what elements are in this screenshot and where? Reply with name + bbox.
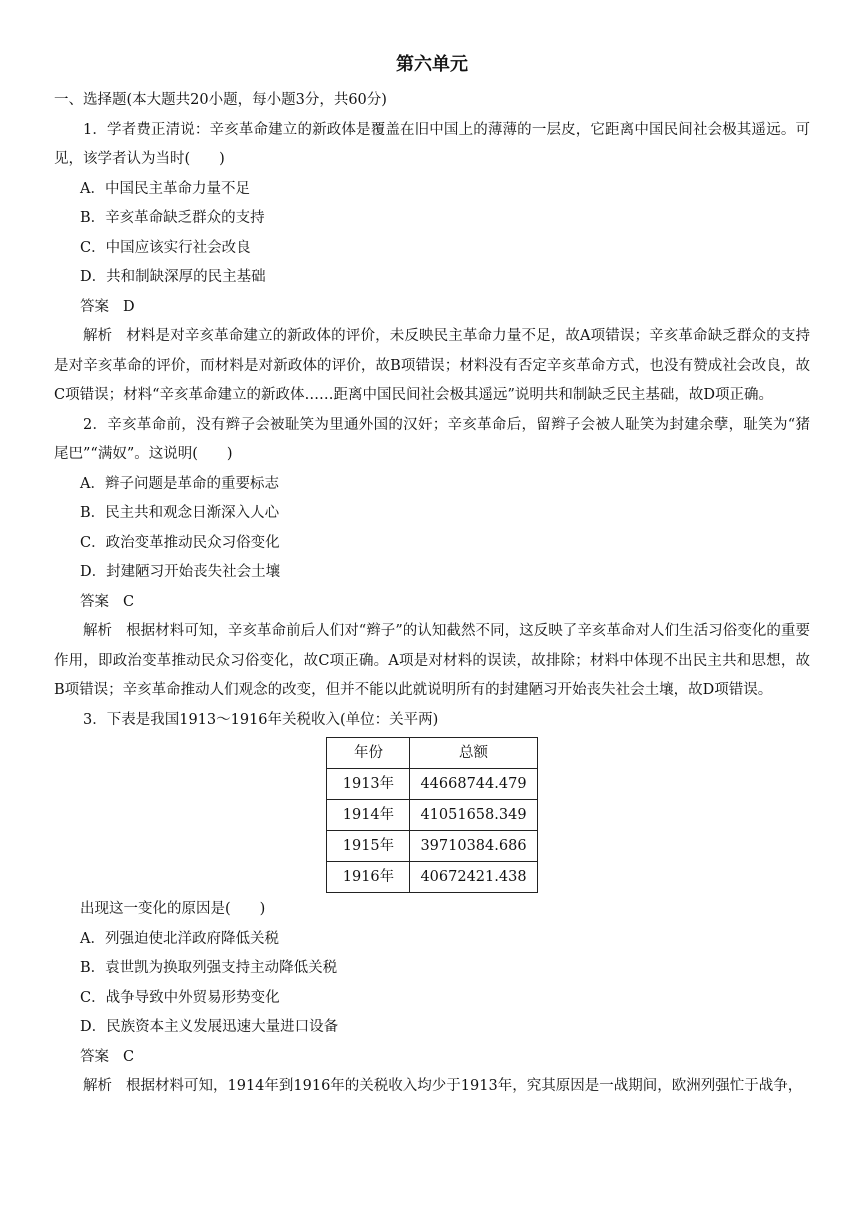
option-b: B．袁世凯为换取列强支持主动降低关税 bbox=[80, 960, 338, 976]
explanation-label: 解析 bbox=[83, 328, 113, 344]
option-c: C．中国应该实行社会改良 bbox=[80, 239, 251, 256]
table-header-row bbox=[327, 738, 537, 769]
option-b: B．辛亥革命缺乏群众的支持 bbox=[80, 210, 265, 226]
option-a: A．辫子问题是革命的重要标志 bbox=[80, 475, 279, 492]
page-title: 第六单元 bbox=[396, 54, 468, 75]
option-d: D．共和制缺深厚的民主基础 bbox=[80, 269, 266, 285]
explanation bbox=[54, 617, 810, 706]
section-heading: 一、选择题(本大题共20小题，每小题3分，共60分) bbox=[54, 92, 387, 108]
answer-line bbox=[54, 293, 810, 323]
table-cell-total: 44668744.479 bbox=[410, 769, 537, 800]
table-row bbox=[327, 800, 537, 831]
option-c: C．战争导致中外贸易形势变化 bbox=[80, 989, 280, 1006]
tariff-table bbox=[326, 737, 537, 893]
answer-line bbox=[54, 1043, 810, 1073]
explanation bbox=[54, 1072, 810, 1102]
answer-label: 答案 bbox=[80, 298, 109, 315]
table-cell-year: 1913年 bbox=[327, 769, 410, 800]
option-a: A．中国民主革命力量不足 bbox=[80, 180, 250, 197]
table-cell-total: 40672421.438 bbox=[410, 862, 537, 893]
explanation-text: 根据材料可知，1914年到1916年的关税收入均少于1913年，究其原因是一战期间，欧洲列强忙于战争， bbox=[126, 1078, 803, 1094]
table-cell-total: 39710384.686 bbox=[410, 831, 537, 862]
document-page bbox=[54, 50, 810, 1102]
table-cell-total: 41051658.349 bbox=[410, 800, 537, 831]
table-row bbox=[327, 862, 537, 893]
table-row bbox=[327, 831, 537, 862]
explanation-label: 解析 bbox=[83, 623, 113, 639]
explanation-label: 解析 bbox=[83, 1078, 112, 1094]
answer-label: 答案 bbox=[80, 1048, 109, 1065]
explanation-text: 材料是对辛亥革命建立的新政体的评价，未反映民主革命力量不足，故A项错误；辛亥革命缺乏群众的支持是对辛亥革命的评价，而材料是对新政体的评价，故B项错误；材料没有否定辛亥革命方式，也没有赞成社会改良，故C项错误；材料“辛亥革命建立的新政体……距离中国民间社会极其遥远”说明共和制缺乏民主基础，故D项正确。 bbox=[54, 328, 811, 403]
table-row bbox=[327, 769, 537, 800]
answer-value: C bbox=[123, 593, 135, 610]
option-d: D．民族资本主义发展迅速大量进口设备 bbox=[80, 1019, 339, 1035]
option-b: B．民主共和观念日渐深入人心 bbox=[80, 505, 280, 521]
option-a: A．列强迫使北洋政府降低关税 bbox=[80, 930, 279, 947]
explanation-text: 根据材料可知，辛亥革命前后人们对“辫子”的认知截然不同，这反映了辛亥革命对人们生活习俗变化的重要作用，即政治变革推动民众习俗变化，故C项正确。A项是对材料的误读，故排除；材料中体现不出民主共和思想，故B项错误；辛亥革命推动人们观念的改变，但并不能以此就说明所有的封建陋习开始丧失社会土壤，故D项错误。 bbox=[54, 623, 810, 698]
table-cell-year: 1916年 bbox=[327, 862, 410, 893]
question-1 bbox=[54, 116, 810, 411]
question-stem: 3．下表是我国1913～1916年关税收入(单位：关平两) bbox=[83, 711, 439, 728]
explanation bbox=[54, 322, 810, 411]
option-c: C．政治变革推动民众习俗变化 bbox=[80, 534, 280, 551]
answer-line bbox=[54, 588, 810, 618]
question-stem: 2．辛亥革命前，没有辫子会被耻笑为里通外国的汉奸；辛亥革命后，留辫子会被人耻笑为封建余孽，耻笑为“猪尾巴”“满奴”。这说明( ) bbox=[54, 416, 810, 462]
answer-value: C bbox=[123, 1048, 135, 1065]
answer-value: D bbox=[123, 298, 135, 315]
answer-label: 答案 bbox=[80, 593, 109, 610]
question-stem: 1．学者费正清说：辛亥革命建立的新政体是覆盖在旧中国上的薄薄的一层皮，它距离中国民间社会极其遥远。可见，该学者认为当时( ) bbox=[54, 121, 810, 167]
table-cell-year: 1915年 bbox=[327, 831, 410, 862]
question-3 bbox=[54, 706, 810, 1102]
question-stem-continued: 出现这一变化的原因是( ) bbox=[80, 901, 266, 917]
option-d: D．封建陋习开始丧失社会土壤 bbox=[80, 564, 281, 580]
table-cell-year: 1914年 bbox=[327, 800, 410, 831]
table-header-year: 年份 bbox=[327, 738, 410, 769]
question-2 bbox=[54, 411, 810, 706]
table-header-total: 总额 bbox=[410, 738, 537, 769]
